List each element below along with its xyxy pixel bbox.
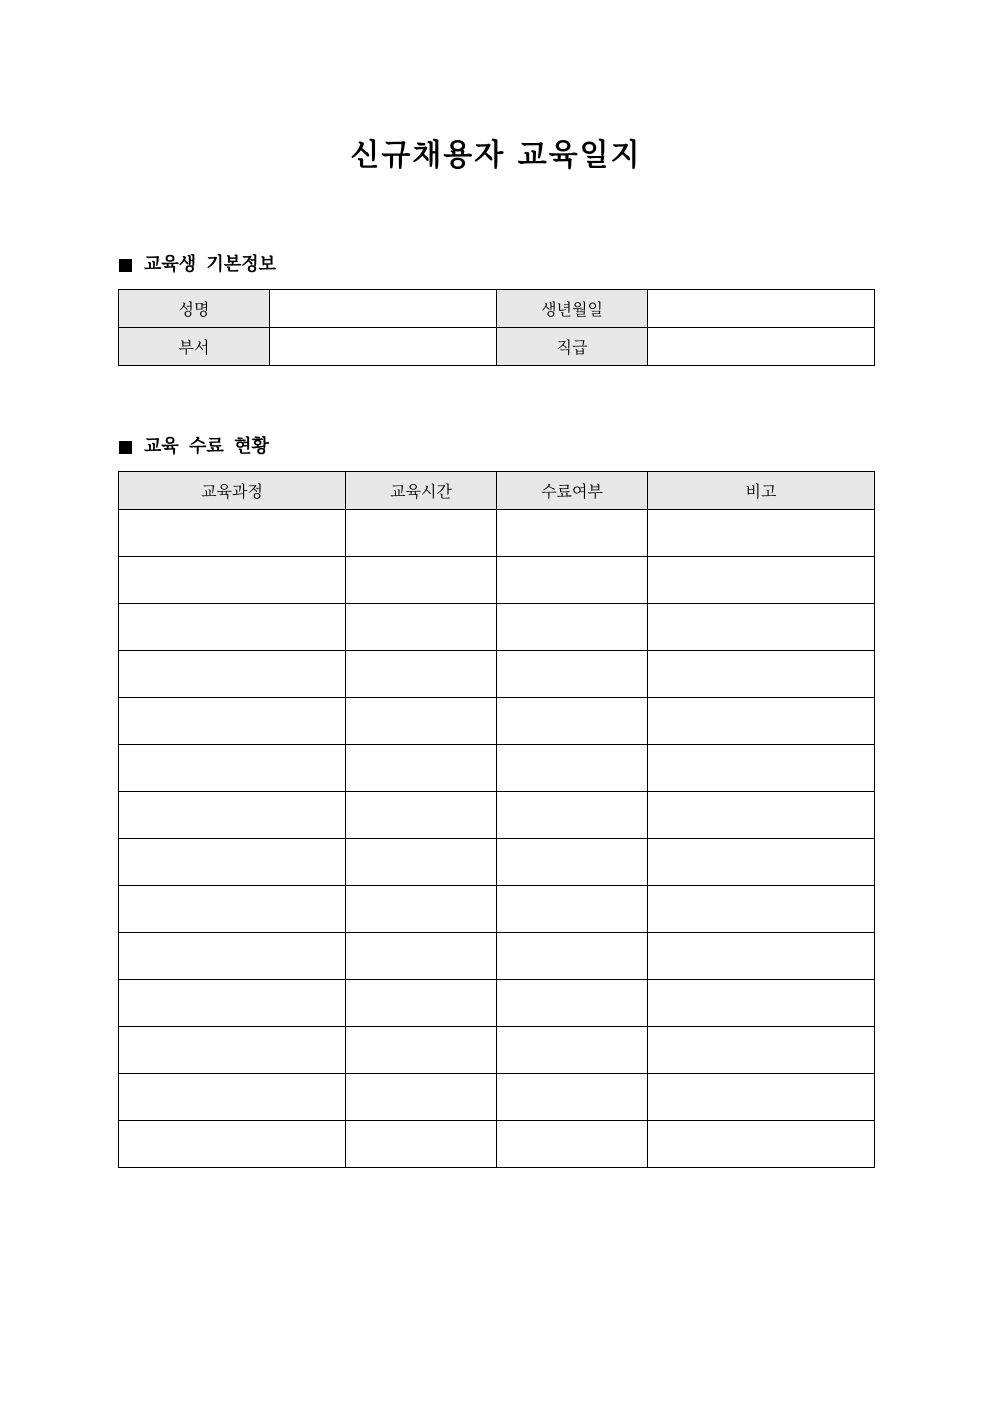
- basic-info-table: [118, 289, 875, 366]
- hours-cell[interactable]: [346, 980, 497, 1027]
- completion-cell[interactable]: [497, 886, 648, 933]
- remarks-cell[interactable]: [648, 1074, 875, 1121]
- remarks-cell[interactable]: [648, 510, 875, 557]
- course-cell[interactable]: [119, 1121, 346, 1168]
- column-header-remarks: 비고: [648, 472, 875, 510]
- department-label: 부서: [119, 328, 270, 366]
- table-row: [119, 1027, 875, 1074]
- hours-cell[interactable]: [346, 886, 497, 933]
- table-row: [119, 290, 875, 328]
- hours-cell[interactable]: [346, 933, 497, 980]
- column-header-hours: 교육시간: [346, 472, 497, 510]
- course-cell[interactable]: [119, 933, 346, 980]
- course-cell[interactable]: [119, 745, 346, 792]
- course-cell[interactable]: [119, 651, 346, 698]
- hours-cell[interactable]: [346, 651, 497, 698]
- table-row: [119, 604, 875, 651]
- course-cell[interactable]: [119, 1027, 346, 1074]
- table-row: [119, 557, 875, 604]
- column-header-course: 교육과정: [119, 472, 346, 510]
- section-heading-label: 교육생 기본정보: [144, 254, 276, 275]
- course-cell[interactable]: [119, 886, 346, 933]
- remarks-cell[interactable]: [648, 651, 875, 698]
- table-row: [119, 651, 875, 698]
- completion-cell[interactable]: [497, 980, 648, 1027]
- course-cell[interactable]: [119, 510, 346, 557]
- hours-cell[interactable]: [346, 557, 497, 604]
- completion-cell[interactable]: [497, 839, 648, 886]
- remarks-cell[interactable]: [648, 980, 875, 1027]
- section-heading-basic-info: [119, 253, 276, 277]
- hours-cell[interactable]: [346, 604, 497, 651]
- table-row: [119, 510, 875, 557]
- position-field[interactable]: [648, 328, 875, 366]
- course-cell[interactable]: [119, 557, 346, 604]
- hours-cell[interactable]: [346, 1027, 497, 1074]
- birthdate-label: 생년월일: [497, 290, 648, 328]
- completion-cell[interactable]: [497, 745, 648, 792]
- table-row: [119, 328, 875, 366]
- remarks-cell[interactable]: [648, 1027, 875, 1074]
- name-label: 성명: [119, 290, 270, 328]
- birthdate-field[interactable]: [648, 290, 875, 328]
- course-cell[interactable]: [119, 839, 346, 886]
- table-row: [119, 698, 875, 745]
- table-row: [119, 933, 875, 980]
- section-heading-label: 교육 수료 현황: [144, 436, 269, 457]
- square-bullet-icon: [119, 259, 132, 272]
- remarks-cell[interactable]: [648, 933, 875, 980]
- course-cell[interactable]: [119, 604, 346, 651]
- position-label: 직급: [497, 328, 648, 366]
- completion-cell[interactable]: [497, 698, 648, 745]
- completion-cell[interactable]: [497, 1027, 648, 1074]
- remarks-cell[interactable]: [648, 792, 875, 839]
- course-cell[interactable]: [119, 980, 346, 1027]
- completion-cell[interactable]: [497, 1074, 648, 1121]
- remarks-cell[interactable]: [648, 886, 875, 933]
- course-cell[interactable]: [119, 1074, 346, 1121]
- remarks-cell[interactable]: [648, 745, 875, 792]
- section-heading-training-status: [119, 435, 269, 459]
- remarks-cell[interactable]: [648, 839, 875, 886]
- remarks-cell[interactable]: [648, 1121, 875, 1168]
- table-row: [119, 980, 875, 1027]
- table-row: [119, 1121, 875, 1168]
- square-bullet-icon: [119, 441, 132, 454]
- remarks-cell[interactable]: [648, 698, 875, 745]
- course-cell[interactable]: [119, 698, 346, 745]
- completion-cell[interactable]: [497, 792, 648, 839]
- hours-cell[interactable]: [346, 792, 497, 839]
- training-status-table: [118, 471, 875, 1168]
- remarks-cell[interactable]: [648, 557, 875, 604]
- table-row: [119, 839, 875, 886]
- completion-cell[interactable]: [497, 933, 648, 980]
- hours-cell[interactable]: [346, 1074, 497, 1121]
- remarks-cell[interactable]: [648, 604, 875, 651]
- table-row: [119, 1074, 875, 1121]
- completion-cell[interactable]: [497, 651, 648, 698]
- completion-cell[interactable]: [497, 557, 648, 604]
- completion-cell[interactable]: [497, 510, 648, 557]
- completion-cell[interactable]: [497, 1121, 648, 1168]
- hours-cell[interactable]: [346, 1121, 497, 1168]
- column-header-completion: 수료여부: [497, 472, 648, 510]
- table-row: [119, 886, 875, 933]
- table-row: [119, 745, 875, 792]
- table-header-row: [119, 472, 875, 510]
- hours-cell[interactable]: [346, 745, 497, 792]
- name-field[interactable]: [270, 290, 497, 328]
- training-status-body: [119, 510, 875, 1168]
- completion-cell[interactable]: [497, 604, 648, 651]
- page-title: 신규채용자 교육일지: [350, 138, 642, 173]
- course-cell[interactable]: [119, 792, 346, 839]
- hours-cell[interactable]: [346, 698, 497, 745]
- hours-cell[interactable]: [346, 839, 497, 886]
- table-row: [119, 792, 875, 839]
- department-field[interactable]: [270, 328, 497, 366]
- hours-cell[interactable]: [346, 510, 497, 557]
